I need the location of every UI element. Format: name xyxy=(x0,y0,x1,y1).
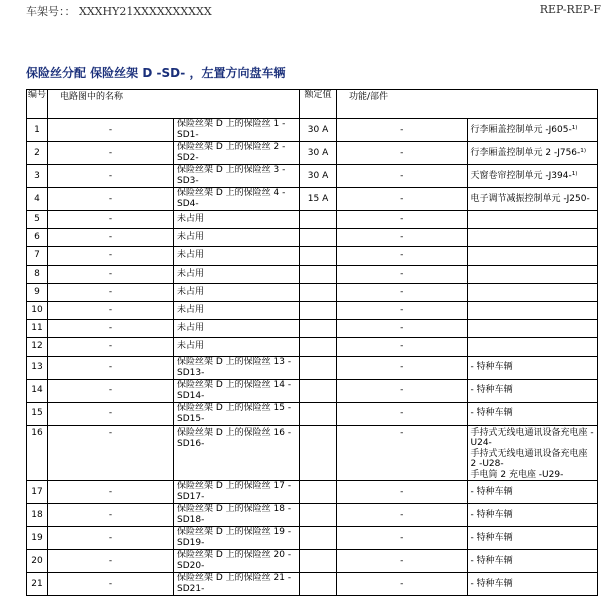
fuse-number: 21 xyxy=(27,573,48,596)
fuse-function xyxy=(467,142,598,165)
fuse-rating: 30 A xyxy=(300,119,337,142)
fuse-number: 19 xyxy=(27,527,48,550)
fuse-number: 17 xyxy=(27,481,48,504)
fuse-name: 保险丝架 D 上的保险丝 19 -SD19- xyxy=(174,527,300,550)
row-dash: - xyxy=(337,142,468,165)
row-dash: - xyxy=(48,283,174,301)
fuse-rating xyxy=(300,301,337,319)
row-dash: - xyxy=(337,211,468,229)
row-dash: - xyxy=(337,229,468,247)
row-dash: - xyxy=(48,402,174,425)
fuse-function xyxy=(467,211,598,229)
fuse-number: 18 xyxy=(27,504,48,527)
fuse-rating xyxy=(300,550,337,573)
fuse-number: 8 xyxy=(27,265,48,283)
fuse-name: 保险丝架 D 上的保险丝 14 -SD14- xyxy=(174,379,300,402)
row-dash: - xyxy=(337,425,468,481)
row-dash: - xyxy=(48,527,174,550)
fuse-function xyxy=(467,165,598,188)
table-row xyxy=(27,301,598,319)
fuse-name: 未占用 xyxy=(174,247,300,265)
header-no: 编号 xyxy=(27,90,48,119)
doc-code: REP-REP-F xyxy=(539,3,601,16)
table-row xyxy=(27,379,598,402)
row-dash: - xyxy=(337,247,468,265)
fuse-number: 15 xyxy=(27,402,48,425)
row-dash: - xyxy=(48,320,174,338)
table-row xyxy=(27,527,598,550)
fuse-name: 保险丝架 D 上的保险丝 13 -SD13- xyxy=(174,356,300,379)
function-line: - 特种车辆 xyxy=(470,555,513,566)
fuse-number: 12 xyxy=(27,338,48,356)
fuse-name: 未占用 xyxy=(174,211,300,229)
table-row xyxy=(27,283,598,301)
fuse-name: 未占用 xyxy=(174,229,300,247)
fuse-rating xyxy=(300,573,337,596)
fuse-function xyxy=(467,402,598,425)
fuse-function xyxy=(467,550,598,573)
function-line: - 特种车辆 xyxy=(470,578,513,589)
fuse-number: 16 xyxy=(27,425,48,481)
function-line: - 特种车辆 xyxy=(470,408,513,419)
fuse-name: 未占用 xyxy=(174,283,300,301)
row-dash: - xyxy=(337,481,468,504)
row-dash: - xyxy=(337,283,468,301)
row-dash: - xyxy=(48,188,174,211)
fuse-table-container xyxy=(26,89,598,596)
row-dash: - xyxy=(337,356,468,379)
table-row xyxy=(27,402,598,425)
fuse-rating: 30 A xyxy=(300,142,337,165)
fuse-function xyxy=(467,188,598,211)
row-dash: - xyxy=(48,504,174,527)
row-dash: - xyxy=(337,402,468,425)
fuse-name: 保险丝架 D 上的保险丝 20 -SD20- xyxy=(174,550,300,573)
fuse-function xyxy=(467,283,598,301)
table-row xyxy=(27,504,598,527)
row-dash: - xyxy=(48,211,174,229)
table-row xyxy=(27,188,598,211)
fuse-rating xyxy=(300,504,337,527)
row-dash: - xyxy=(48,338,174,356)
row-dash: - xyxy=(48,573,174,596)
function-line: - 特种车辆 xyxy=(470,486,513,497)
function-line: 天窗卷帘控制单元 -J394-¹⁾ xyxy=(470,170,578,181)
fuse-function xyxy=(467,527,598,550)
fuse-rating xyxy=(300,229,337,247)
fuse-function xyxy=(467,338,598,356)
fuse-function xyxy=(467,229,598,247)
fuse-rating xyxy=(300,320,337,338)
row-dash: - xyxy=(48,550,174,573)
fuse-name: 保险丝架 D 上的保险丝 16 -SD16- xyxy=(174,425,300,481)
vin-label: 车架号：： xyxy=(26,5,76,18)
row-dash: - xyxy=(48,165,174,188)
table-row xyxy=(27,165,598,188)
row-dash: - xyxy=(48,481,174,504)
fuse-rating xyxy=(300,283,337,301)
fuse-number: 3 xyxy=(27,165,48,188)
table-header-row xyxy=(27,90,598,119)
fuse-number: 6 xyxy=(27,229,48,247)
row-dash: - xyxy=(48,425,174,481)
fuse-name: 保险丝架 D 上的保险丝 15 -SD15- xyxy=(174,402,300,425)
row-dash: - xyxy=(48,119,174,142)
row-dash: - xyxy=(48,301,174,319)
row-dash: - xyxy=(337,338,468,356)
fuse-rating xyxy=(300,527,337,550)
page-title: 保险丝分配 保险丝架 D -SD- ，左置方向盘车辆 xyxy=(26,66,286,80)
fuse-number: 4 xyxy=(27,188,48,211)
function-line: 手持式无线电通讯设备充电座 -U24- xyxy=(470,427,594,448)
fuse-number: 13 xyxy=(27,356,48,379)
fuse-rating xyxy=(300,265,337,283)
fuse-name: 保险丝架 D 上的保险丝 1 -SD1- xyxy=(174,119,300,142)
table-row xyxy=(27,229,598,247)
header-func: 功能/部件 xyxy=(337,90,598,119)
fuse-number: 11 xyxy=(27,320,48,338)
row-dash: - xyxy=(48,265,174,283)
function-line: 行李厢盖控制单元 -J605-¹⁾ xyxy=(470,124,578,135)
row-dash: - xyxy=(48,142,174,165)
table-row xyxy=(27,247,598,265)
function-line: 行李厢盖控制单元 2 -J756-¹⁾ xyxy=(470,147,587,158)
fuse-rating xyxy=(300,425,337,481)
fuse-rating xyxy=(300,402,337,425)
row-dash: - xyxy=(337,573,468,596)
row-dash: - xyxy=(337,188,468,211)
fuse-function xyxy=(467,119,598,142)
row-dash: - xyxy=(337,320,468,338)
row-dash: - xyxy=(337,301,468,319)
row-dash: - xyxy=(337,550,468,573)
function-line: 电子调节减振控制单元 -J250- xyxy=(470,193,590,204)
fuse-rating xyxy=(300,338,337,356)
fuse-name: 未占用 xyxy=(174,320,300,338)
fuse-name: 保险丝架 D 上的保险丝 2 -SD2- xyxy=(174,142,300,165)
row-dash: - xyxy=(48,379,174,402)
fuse-name: 保险丝架 D 上的保险丝 17 -SD17- xyxy=(174,481,300,504)
row-dash: - xyxy=(337,165,468,188)
row-dash: - xyxy=(337,265,468,283)
table-row xyxy=(27,142,598,165)
table-row xyxy=(27,211,598,229)
header-amp: 额定值 xyxy=(300,90,337,119)
function-line: - 特种车辆 xyxy=(470,362,513,373)
fuse-rating: 30 A xyxy=(300,165,337,188)
row-dash: - xyxy=(337,119,468,142)
fuse-rating xyxy=(300,379,337,402)
table-row xyxy=(27,356,598,379)
table-row xyxy=(27,320,598,338)
table-row xyxy=(27,481,598,504)
fuse-number: 20 xyxy=(27,550,48,573)
row-dash: - xyxy=(337,379,468,402)
fuse-name: 保险丝架 D 上的保险丝 4 -SD4- xyxy=(174,188,300,211)
vin-value: XXXHY21XXXXXXXXXX xyxy=(79,5,212,18)
fuse-number: 10 xyxy=(27,301,48,319)
table-row xyxy=(27,425,598,481)
fuse-function xyxy=(467,379,598,402)
table-row xyxy=(27,573,598,596)
fuse-function xyxy=(467,573,598,596)
table-body xyxy=(27,119,598,596)
function-line: - 特种车辆 xyxy=(470,509,513,520)
fuse-name: 保险丝架 D 上的保险丝 3 -SD3- xyxy=(174,165,300,188)
table-row xyxy=(27,338,598,356)
table-row xyxy=(27,550,598,573)
fuse-function xyxy=(467,320,598,338)
fuse-number: 2 xyxy=(27,142,48,165)
fuse-name: 未占用 xyxy=(174,338,300,356)
fuse-rating: 15 A xyxy=(300,188,337,211)
row-dash: - xyxy=(48,356,174,379)
fuse-name: 未占用 xyxy=(174,301,300,319)
fuse-function xyxy=(467,301,598,319)
fuse-function xyxy=(467,481,598,504)
row-dash: - xyxy=(48,229,174,247)
function-line: - 特种车辆 xyxy=(470,532,513,543)
fuse-table xyxy=(26,89,598,596)
fuse-rating xyxy=(300,211,337,229)
function-line: 手电筒 2 充电座 -U29- xyxy=(470,469,564,480)
function-line: 手持式无线电通讯设备充电座 2 -U28- xyxy=(470,448,588,469)
row-dash: - xyxy=(337,504,468,527)
fuse-name: 未占用 xyxy=(174,265,300,283)
fuse-function xyxy=(467,425,598,481)
row-dash: - xyxy=(48,247,174,265)
fuse-number: 7 xyxy=(27,247,48,265)
fuse-number: 1 xyxy=(27,119,48,142)
fuse-rating xyxy=(300,247,337,265)
fuse-rating xyxy=(300,481,337,504)
fuse-number: 5 xyxy=(27,211,48,229)
fuse-name: 保险丝架 D 上的保险丝 21 -SD21- xyxy=(174,573,300,596)
fuse-number: 9 xyxy=(27,283,48,301)
fuse-function xyxy=(467,247,598,265)
table-row xyxy=(27,119,598,142)
fuse-function xyxy=(467,356,598,379)
fuse-function xyxy=(467,265,598,283)
fuse-number: 14 xyxy=(27,379,48,402)
header-name: 电路图中的名称 xyxy=(48,90,300,119)
table-row xyxy=(27,265,598,283)
function-line: - 特种车辆 xyxy=(470,385,513,396)
fuse-name: 保险丝架 D 上的保险丝 18 -SD18- xyxy=(174,504,300,527)
row-dash: - xyxy=(337,527,468,550)
fuse-rating xyxy=(300,356,337,379)
vin-header xyxy=(26,3,212,19)
fuse-function xyxy=(467,504,598,527)
